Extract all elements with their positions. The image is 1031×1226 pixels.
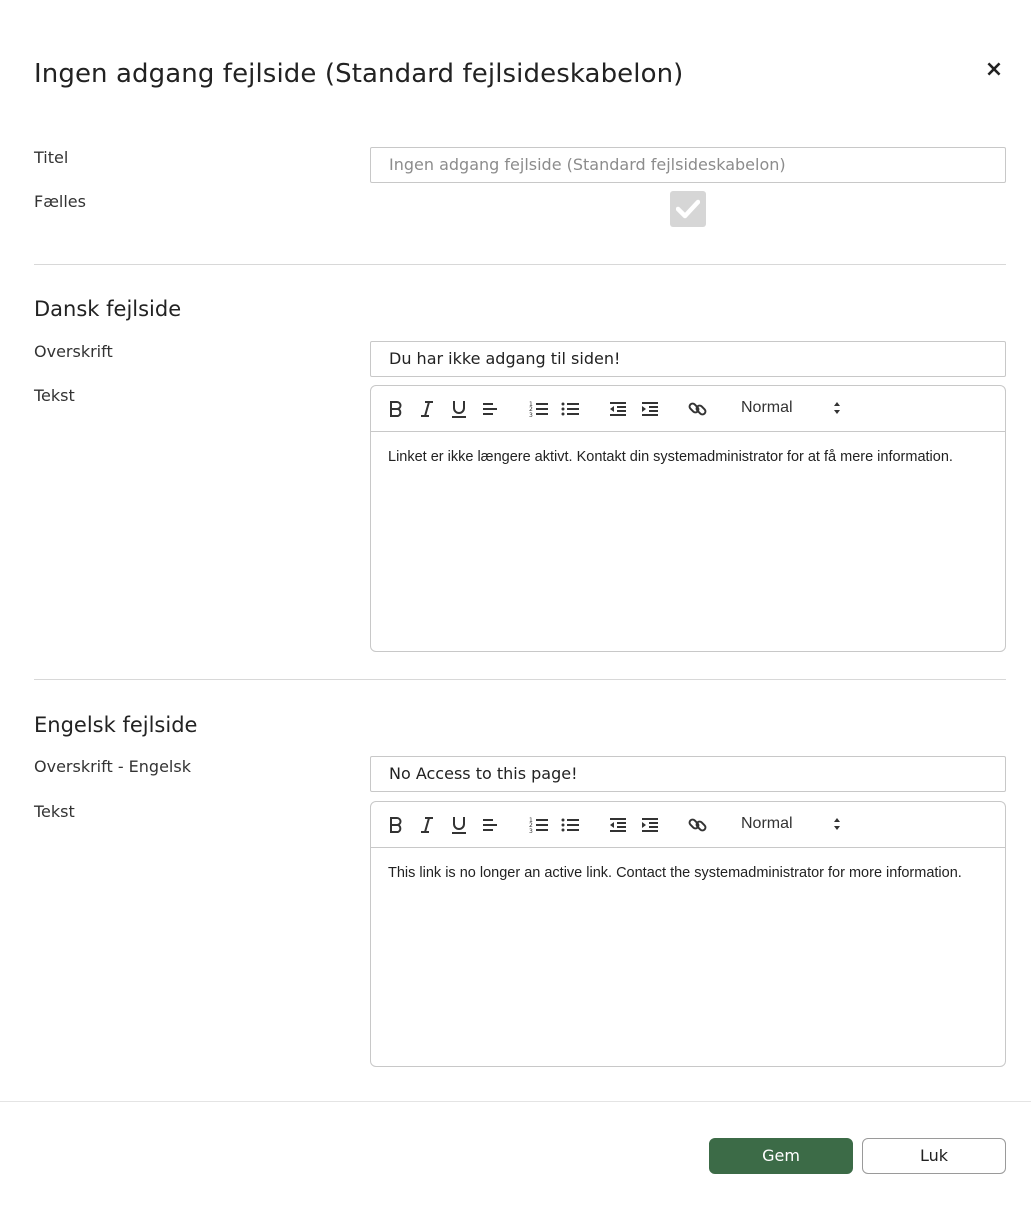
english-editor-content[interactable]: This link is no longer an active link. Contact the systemadministrator for more information. (388, 865, 962, 881)
save-button[interactable]: Gem (709, 1138, 853, 1174)
editor-toolbar (371, 386, 1005, 432)
danish-heading-label: Overskrift (34, 342, 113, 361)
outdent-icon[interactable] (607, 399, 629, 419)
english-section-title: Engelsk fejlside (34, 713, 198, 737)
bullet-list-icon[interactable] (559, 399, 581, 419)
ordered-list-icon[interactable] (528, 399, 550, 419)
svg-text:3: 3 (529, 828, 533, 834)
faelles-label: Fælles (34, 192, 86, 211)
close-button[interactable]: Luk (862, 1138, 1006, 1174)
select-arrows-icon (833, 401, 841, 415)
underline-icon[interactable] (448, 815, 470, 835)
align-icon[interactable] (479, 399, 501, 419)
format-select[interactable] (741, 398, 841, 420)
danish-editor-content[interactable]: Linket er ikke længere aktivt. Kontakt din systemadministrator for at få mere information. (388, 449, 953, 465)
bold-icon[interactable] (385, 815, 407, 835)
svg-text:1: 1 (529, 817, 533, 824)
select-arrows-icon (833, 817, 841, 831)
danish-rich-text-editor (370, 385, 1006, 652)
link-icon[interactable] (687, 399, 709, 419)
bullet-list-icon[interactable] (559, 815, 581, 835)
danish-text-label: Tekst (34, 386, 75, 405)
link-icon[interactable] (687, 815, 709, 835)
svg-text:2: 2 (529, 822, 533, 829)
danish-section-title: Dansk fejlside (34, 297, 182, 321)
english-rich-text-editor (370, 801, 1006, 1067)
titel-input[interactable]: Ingen adgang fejlside (Standard fejlsideskabelon) (370, 147, 1006, 183)
titel-label: Titel (34, 148, 69, 167)
checkmark-icon (676, 199, 700, 219)
editor-toolbar (371, 802, 1005, 848)
dialog-title: Ingen adgang fejlside (Standard fejlsideskabelon) (34, 59, 684, 89)
divider (34, 679, 1006, 680)
english-text-label: Tekst (34, 802, 75, 821)
english-heading-input[interactable]: No Access to this page! (370, 756, 1006, 792)
divider (34, 264, 1006, 265)
svg-text:3: 3 (529, 412, 533, 418)
ordered-list-icon[interactable] (528, 815, 550, 835)
footer-divider (0, 1101, 1031, 1102)
bold-icon[interactable] (385, 399, 407, 419)
italic-icon[interactable] (416, 399, 438, 419)
danish-heading-input[interactable]: Du har ikke adgang til siden! (370, 341, 1006, 377)
format-select-value: Normal (741, 815, 793, 832)
italic-icon[interactable] (416, 815, 438, 835)
english-heading-label: Overskrift - Engelsk (34, 757, 191, 776)
indent-icon[interactable] (639, 399, 661, 419)
indent-icon[interactable] (639, 815, 661, 835)
svg-text:2: 2 (529, 406, 533, 413)
underline-icon[interactable] (448, 399, 470, 419)
outdent-icon[interactable] (607, 815, 629, 835)
format-select[interactable] (741, 814, 841, 836)
align-icon[interactable] (479, 815, 501, 835)
faelles-checkbox[interactable] (670, 191, 706, 227)
close-icon[interactable]: × (984, 57, 1004, 82)
format-select-value: Normal (741, 399, 793, 416)
dialog-header (34, 56, 1006, 96)
svg-text:1: 1 (529, 401, 533, 408)
